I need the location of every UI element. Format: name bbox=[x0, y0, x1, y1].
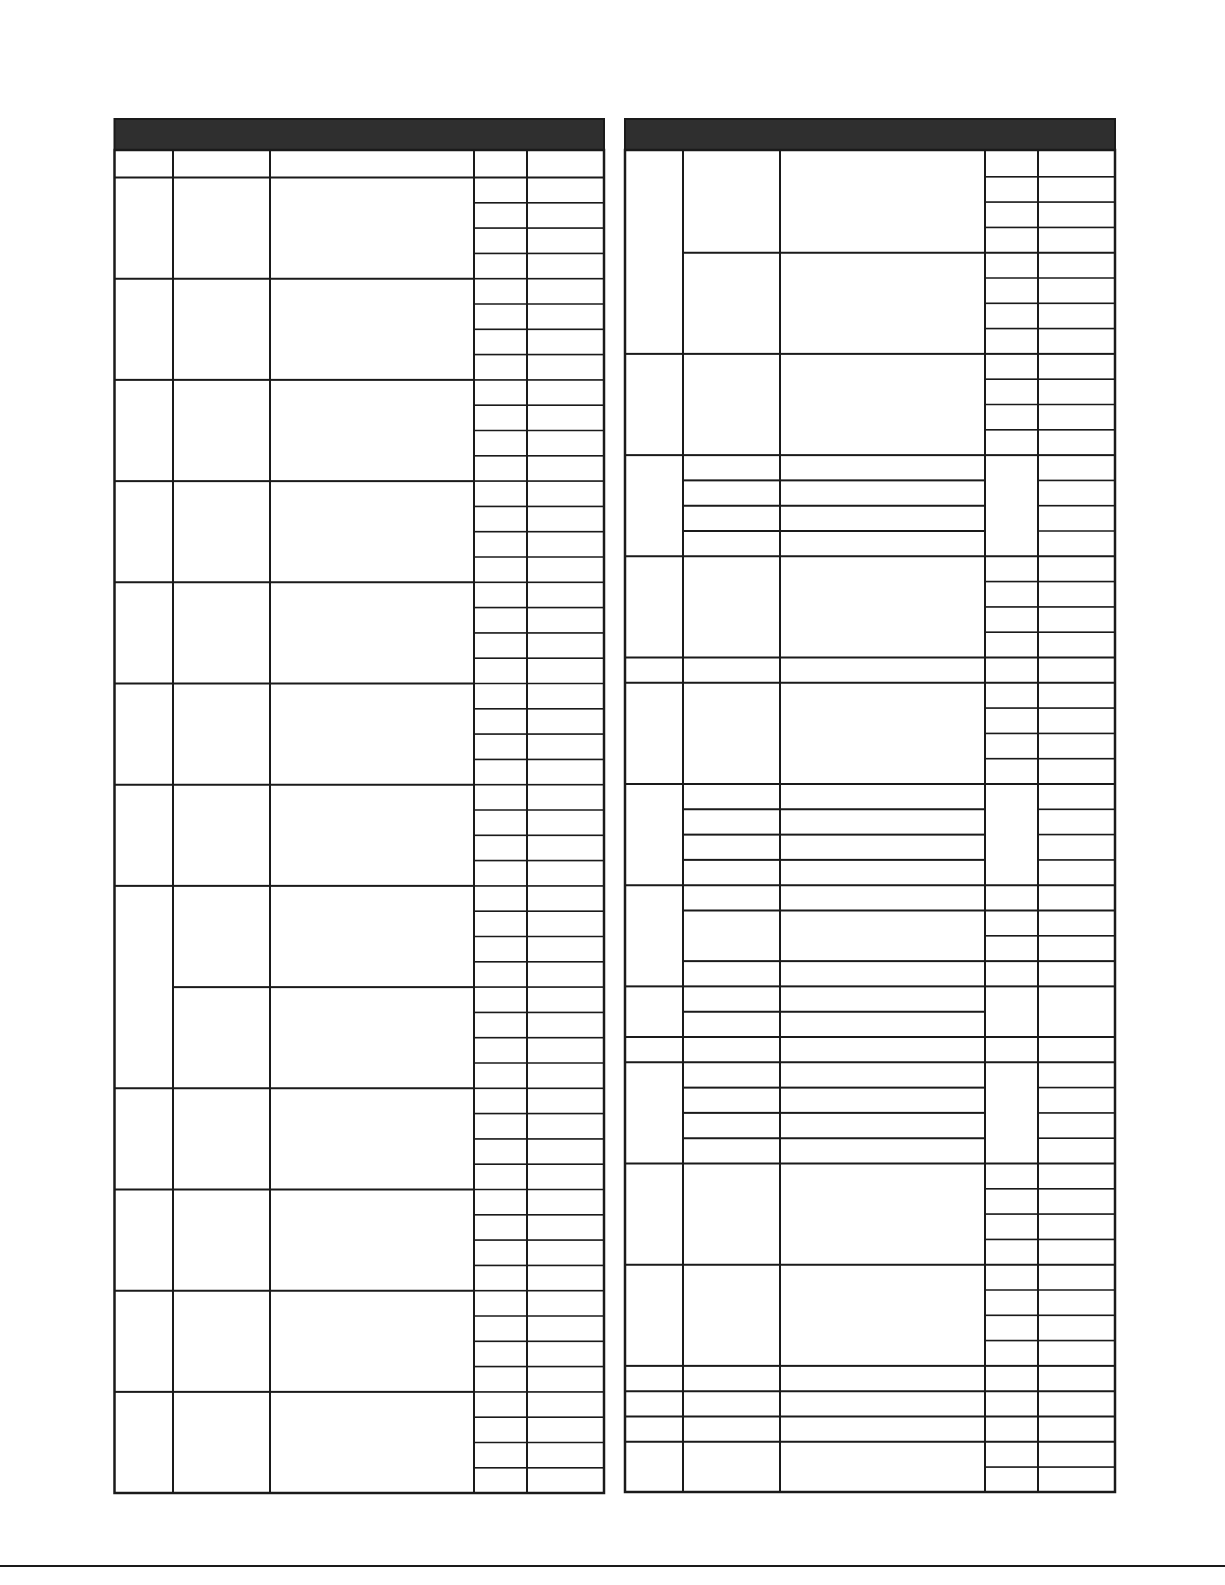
right-table-header bbox=[625, 119, 1115, 150]
right-table bbox=[625, 119, 1115, 1492]
left-table-header bbox=[115, 119, 605, 150]
left-table bbox=[115, 119, 605, 1493]
